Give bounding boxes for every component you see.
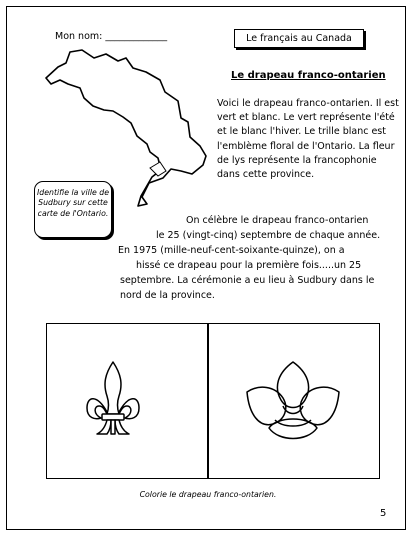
page-title: Le drapeau franco-ontarien (231, 70, 386, 81)
callout-text: Identifie la ville de Sudbury sur cette carte de l'Ontario. (36, 188, 110, 218)
coloring-instruction: Colorie le drapeau franco-ontarien. (139, 490, 277, 499)
sudbury-instruction-callout (34, 181, 112, 238)
history-paragraph (118, 213, 403, 303)
history-line: septembre. La cérémonie a eu lieu à Sudbury dans le (120, 275, 375, 286)
franco-ontarian-flag (46, 323, 380, 479)
fleur-de-lis-icon (87, 362, 139, 434)
page-number: 5 (380, 508, 387, 519)
history-line: On célèbre le drapeau franco-ontarien (186, 215, 369, 226)
flag-symbols (47, 324, 378, 477)
trillium-icon (247, 362, 339, 439)
name-blank: _____________ (105, 31, 168, 42)
series-title: Le français au Canada (246, 33, 352, 44)
history-line: hissé ce drapeau pour la première fois.....un 25 (136, 260, 362, 271)
history-line: En 1975 (mille-neuf-cent-soixante-quinze), on a (118, 245, 345, 256)
history-line: nord de la province. (120, 290, 215, 301)
history-line: le 25 (vingt-cinq) septembre de chaque année. (156, 230, 381, 241)
description-paragraph: Voici le drapeau franco-ontarien. Il est vert et blanc. Le vert représente l'été et le blanc l'hiver. Le trille blanc est l'emblème floral de l'Ontario. La fleur de lys représente la francophonie dans cette province. (217, 98, 399, 181)
name-label: Mon nom: (55, 31, 103, 42)
